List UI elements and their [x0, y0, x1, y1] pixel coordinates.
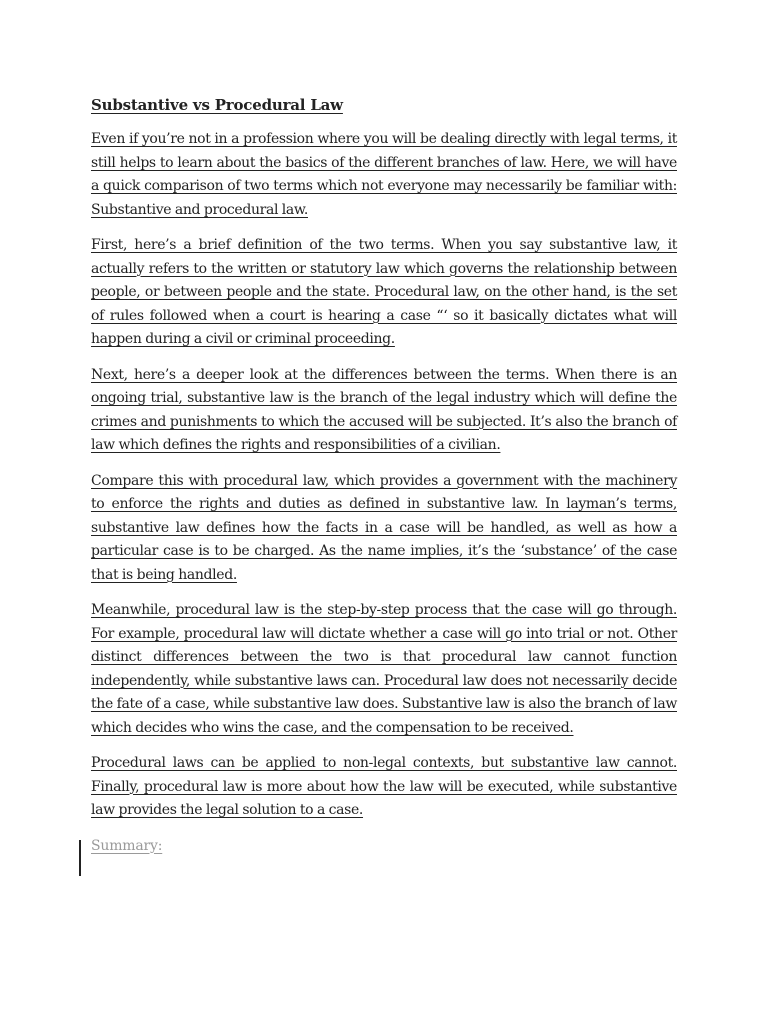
paragraph-definition: First, here’s a brief definition of the two terms. When you say substantive law, it actually refers to the written or statutory law which governs the relationship between people, or between people and the state. Procedural law, on the other hand, is the set of rules followed when a court is hearing a case “‘ so it basically dictates what will happen during a civil or criminal proceeding. [91, 237, 677, 347]
paragraph-conclusion: Procedural laws can be applied to non-legal contexts, but substantive law cannot. Finally, procedural law is more about how the law will be executed, while substantive law provides the legal solution to a case. [91, 755, 677, 818]
change-bar-marker [79, 840, 81, 876]
summary-heading: Summary: [91, 837, 163, 854]
document-title: Substantive vs Procedural Law [91, 96, 343, 114]
document-page [91, 94, 677, 858]
paragraph-differences: Next, here’s a deeper look at the differences between the terms. When there is an ongoing trial, substantive law is the branch of the legal industry which will define the crimes and punishments to which the accused will be subjected. It’s also the branch of law which defines the rights and responsibilities of a civilian. [91, 366, 677, 453]
paragraph-procedural-process: Meanwhile, procedural law is the step-by-step process that the case will go through. For example, procedural law will dictate whether a case will go into trial or not. Other distinct differences between the two is that procedural law cannot function independently, while substantive laws can. Procedural law does not necessarily decide the fate of a case, while substantive law does. Substantive law is also the branch of law which decides who wins the case, and the compensation to be received. [91, 602, 677, 736]
paragraph-intro: Even if you’re not in a profession where you will be dealing directly with legal terms, it still helps to learn about the basics of the different branches of law. Here, we will have a quick comparison of two terms which not everyone may necessarily be familiar with: Substantive and procedural law. [91, 131, 677, 218]
paragraph-procedural-comparison: Compare this with procedural law, which provides a government with the machinery to enforce the rights and duties as defined in substantive law. In layman’s terms, substantive law defines how the facts in a case will be handled, as well as how a particular case is to be charged. As the name implies, it’s the ‘substance’ of the case that is being handled. [91, 472, 677, 583]
